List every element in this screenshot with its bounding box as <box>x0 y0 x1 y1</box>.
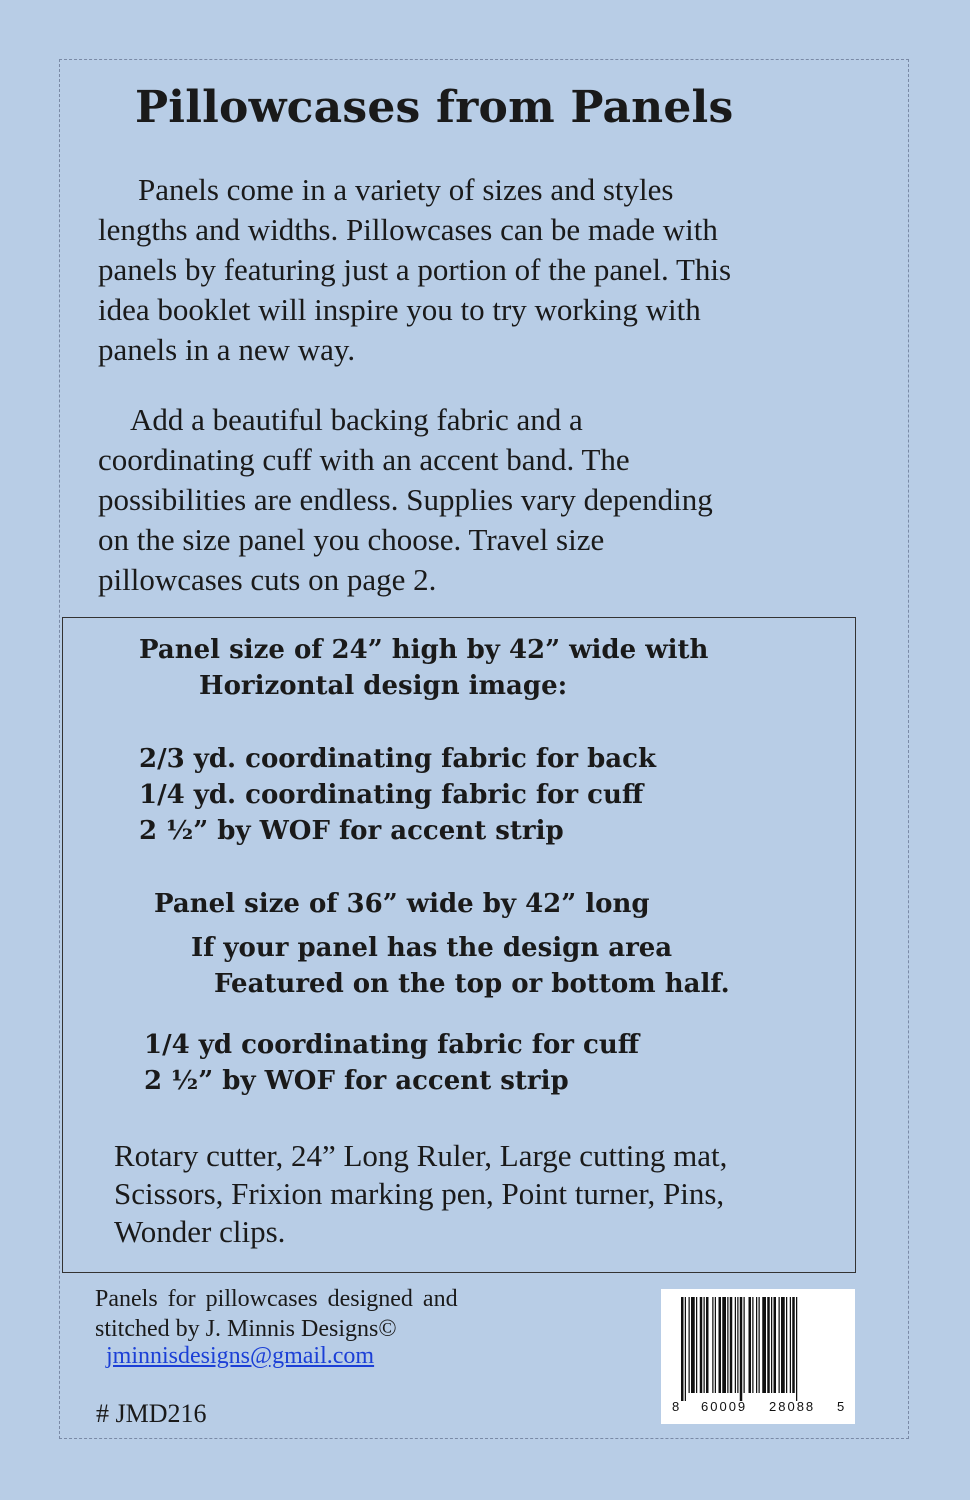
barcode-bar <box>762 1297 766 1393</box>
credit-line: Panels for pillowcases designed and <box>95 1286 458 1312</box>
supply-item: 2 ½” by WOF for accent strip <box>144 1066 569 1096</box>
barcode <box>661 1289 855 1424</box>
barcode-bar <box>752 1297 753 1393</box>
backing-line: Add a beautiful backing fabric and a <box>130 402 583 437</box>
barcode-bar <box>722 1297 726 1393</box>
intro-line: idea booklet will inspire you to try working with <box>98 292 701 327</box>
supply-item: 1/4 yd. coordinating fabric for cuff <box>139 780 644 810</box>
barcode-bar <box>740 1297 743 1401</box>
panel2-heading: If your panel has the design area <box>191 933 673 963</box>
barcode-bar <box>790 1297 791 1393</box>
intro-paragraph <box>98 170 858 370</box>
barcode-bar <box>796 1297 797 1401</box>
barcode-bar <box>774 1297 777 1393</box>
product-code: # JMD216 <box>96 1399 207 1428</box>
barcode-bar <box>744 1297 745 1393</box>
barcode-bar <box>792 1297 795 1393</box>
page-title: Pillowcases from Panels <box>135 82 734 133</box>
tools-line: Wonder clips. <box>114 1214 286 1249</box>
barcode-bar <box>759 1297 760 1393</box>
tools-list <box>114 1137 727 1251</box>
barcode-bar <box>719 1297 722 1393</box>
barcode-bar <box>715 1297 716 1393</box>
barcode-bar <box>681 1297 684 1401</box>
supply-item: 2/3 yd. coordinating fabric for back <box>139 744 656 774</box>
intro-line: panels by featuring just a portion of the panel. This <box>98 252 732 287</box>
barcode-bar <box>735 1297 736 1393</box>
barcode-bar <box>727 1297 728 1393</box>
barcode-bar <box>706 1297 709 1393</box>
credit-line: stitched by J. Minnis Designs© <box>95 1316 397 1342</box>
supply-item: 2 ½” by WOF for accent strip <box>139 816 564 846</box>
intro-line: panels in a new way. <box>98 332 356 367</box>
barcode-digit: 8 <box>672 1399 680 1414</box>
panel2-heading: Featured on the top or bottom half. <box>214 969 730 999</box>
intro-line: lengths and widths. Pillowcases can be made with <box>98 212 718 247</box>
backing-line: possibilities are endless. Supplies vary depending <box>98 482 713 517</box>
barcode-bar <box>712 1297 713 1393</box>
barcode-bar <box>700 1297 703 1393</box>
barcode-bar <box>749 1297 752 1393</box>
backing-line: coordinating cuff with an accent band. The <box>98 442 630 477</box>
barcode-digit: 5 <box>837 1399 845 1414</box>
designer-credit <box>95 1284 458 1344</box>
backing-paragraph <box>98 400 858 600</box>
barcode-digit: 60009 <box>701 1399 748 1414</box>
tools-line: Rotary cutter, 24” Long Ruler, Large cutting mat, <box>114 1138 728 1173</box>
panel2-heading: Panel size of 36” wide by 42” long <box>154 889 650 919</box>
panel1-heading: Horizontal design image: <box>199 671 568 701</box>
supply-item: 1/4 yd coordinating fabric for cuff <box>144 1030 640 1060</box>
barcode-bar <box>781 1297 785 1393</box>
barcode-digit: 28088 <box>769 1399 816 1414</box>
email-link[interactable]: jminnisdesigns@gmail.com <box>106 1343 375 1369</box>
tools-line: Scissors, Frixion marking pen, Point turner, Pins, <box>114 1176 725 1211</box>
backing-line: pillowcases cuts on page 2. <box>98 562 437 597</box>
barcode-bar <box>704 1297 705 1393</box>
barcode-bar <box>689 1297 690 1393</box>
barcode-bar <box>779 1297 780 1393</box>
barcode-bar <box>737 1297 738 1393</box>
backing-line: on the size panel you choose. Travel size <box>98 522 605 557</box>
intro-line: Panels come in a variety of sizes and styles <box>138 172 674 207</box>
panel1-heading: Panel size of 24” high by 42” wide with <box>139 635 709 665</box>
barcode-bar <box>771 1297 772 1393</box>
barcode-bar <box>786 1297 787 1393</box>
barcode-bar <box>691 1297 695 1393</box>
barcode-bar <box>730 1297 733 1393</box>
barcode-bar <box>696 1297 697 1393</box>
barcode-bar <box>767 1297 770 1393</box>
barcode-bar <box>756 1297 757 1393</box>
barcode-bars <box>661 1289 855 1424</box>
barcode-bar <box>685 1297 686 1401</box>
